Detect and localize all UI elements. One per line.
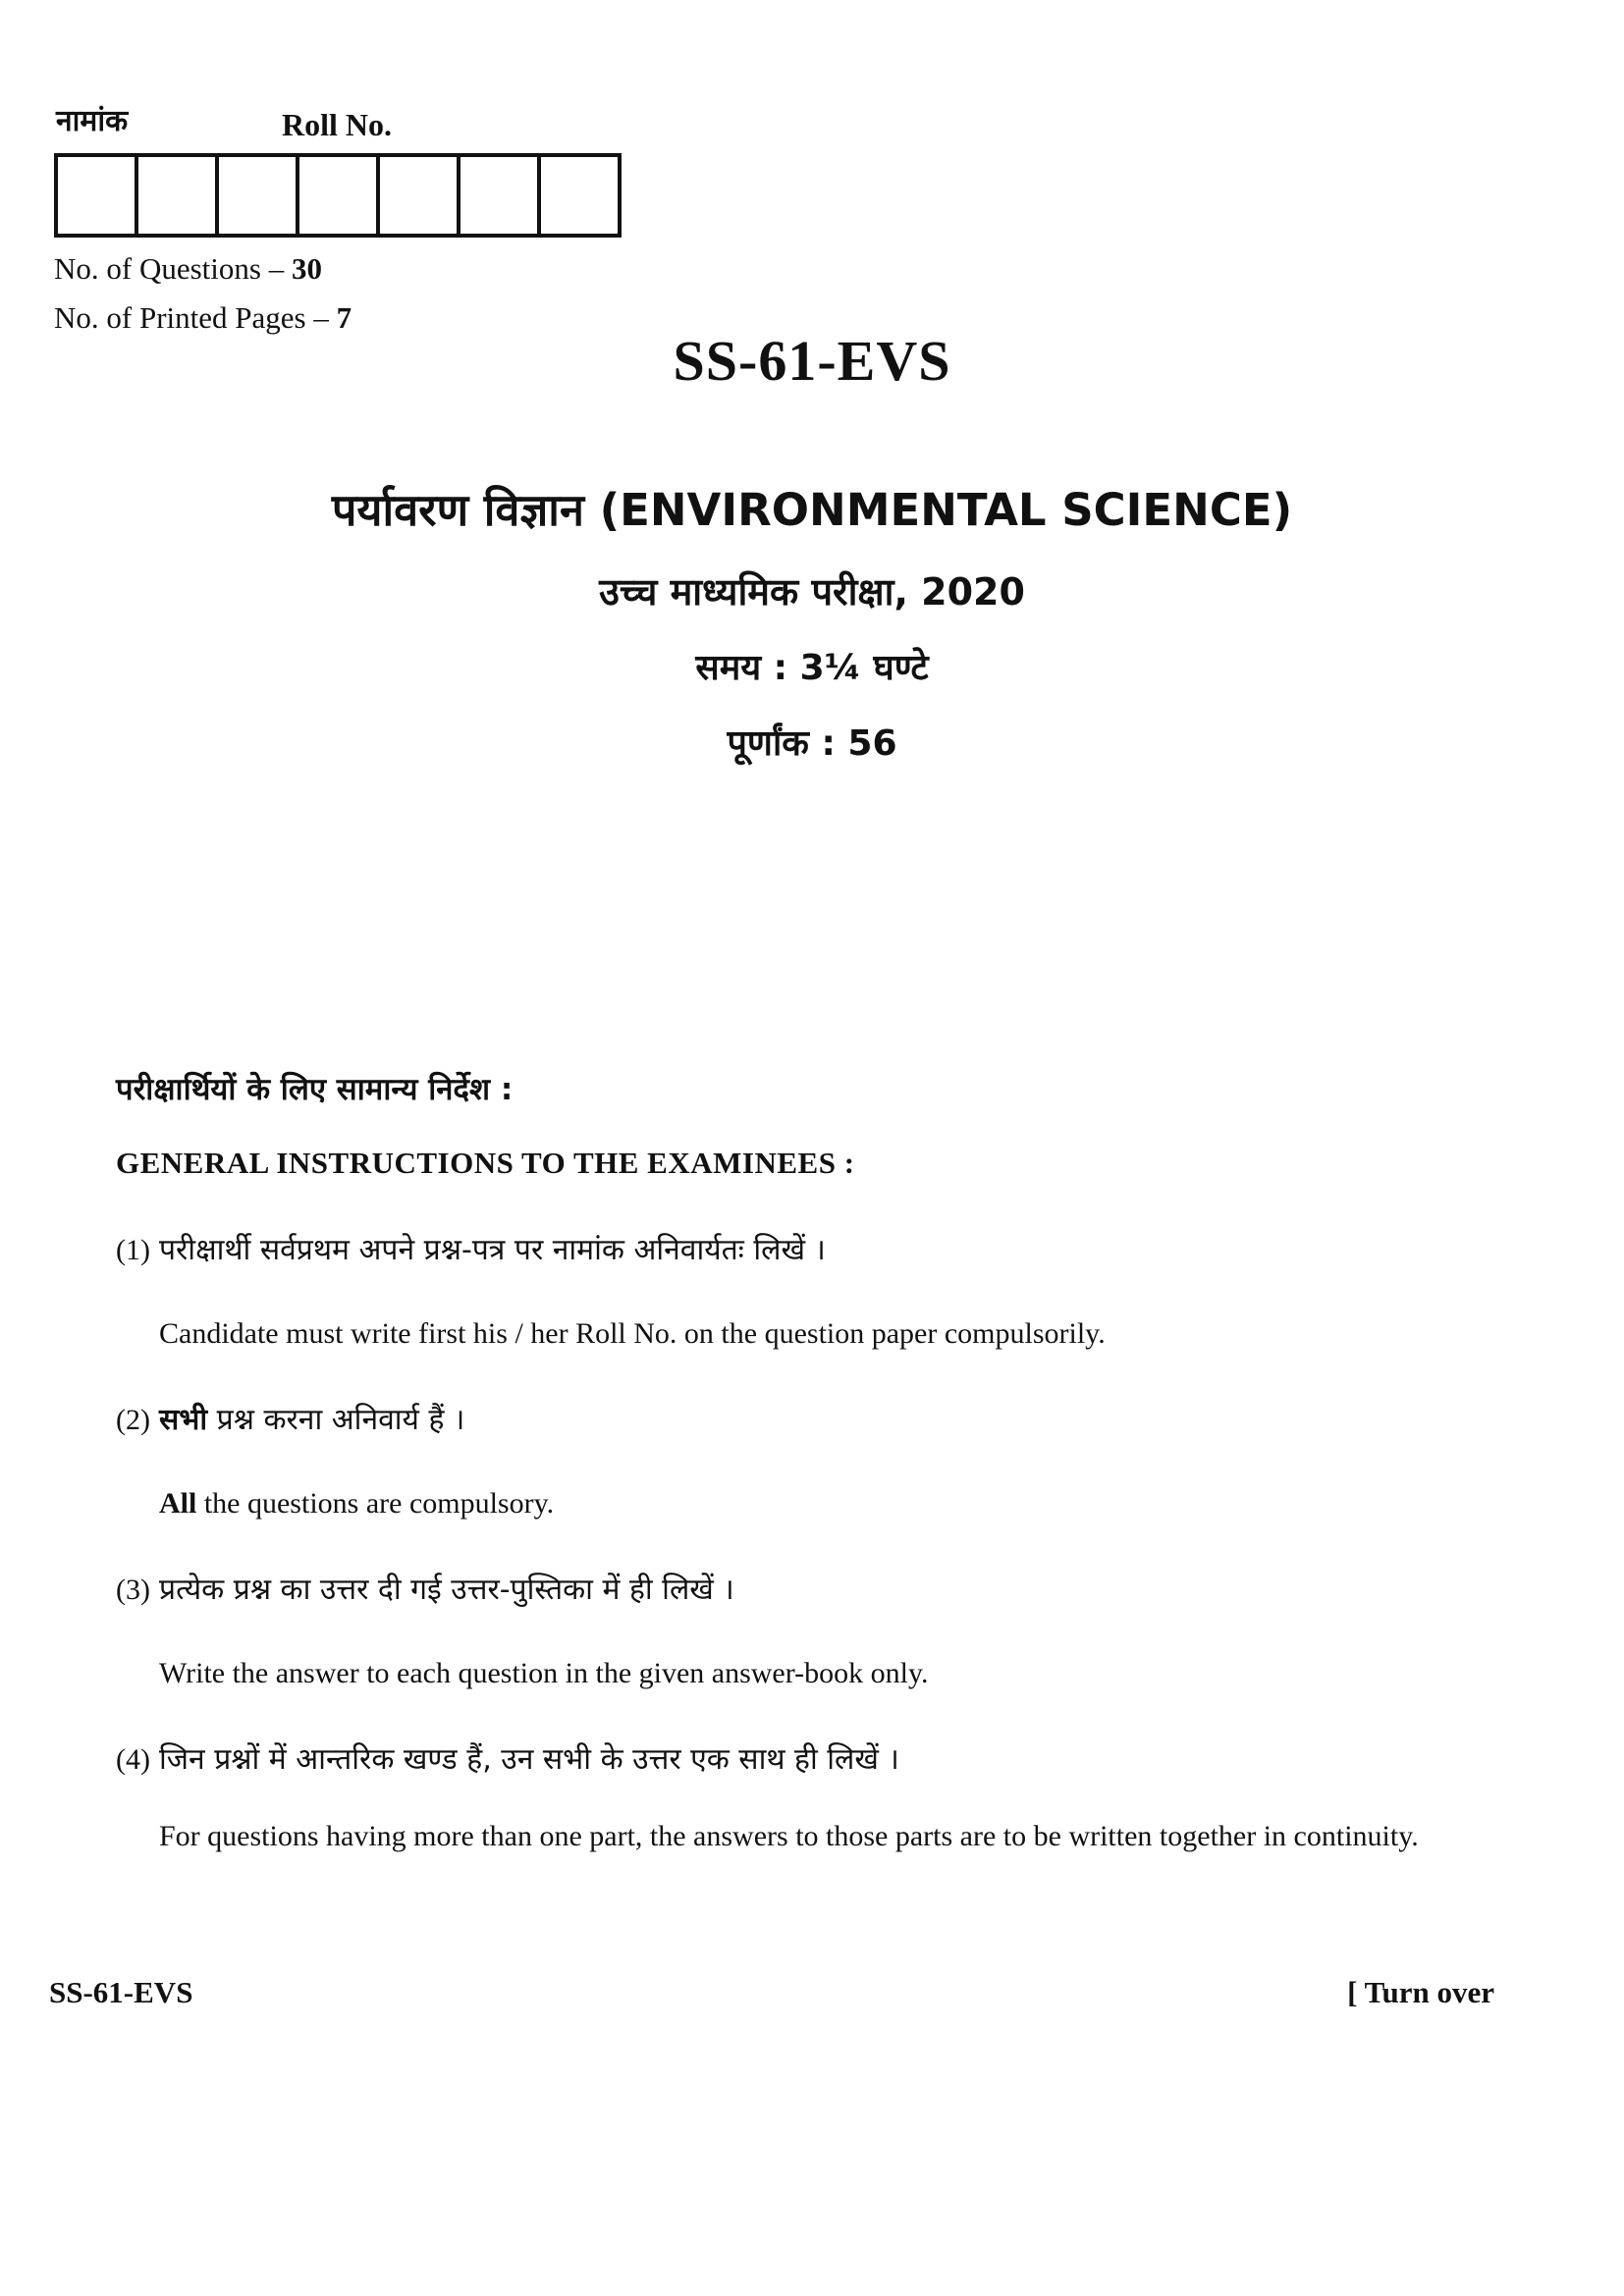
- footer-paper-code: SS-61-EVS: [49, 1975, 193, 2009]
- max-marks: पूर्णांक : 56: [727, 723, 897, 765]
- roll-no-box[interactable]: [58, 157, 138, 234]
- instructions-heading-hindi: परीक्षार्थियों के लिए सामान्य निर्देश :: [116, 1072, 514, 1107]
- subject-title: पर्यावरण विज्ञान (ENVIRONMENTAL SCIENCE): [331, 484, 1293, 536]
- instruction-body: [159, 1399, 1494, 1525]
- instruction-english-rest: the questions are compulsory.: [196, 1487, 555, 1521]
- roll-header: [54, 104, 628, 336]
- instruction-text-english: [159, 1482, 1494, 1525]
- instruction-hindi-bold: सभी: [159, 1402, 208, 1437]
- printed-pages-value: 7: [336, 300, 352, 336]
- instruction-text-hindi: परीक्षार्थी सर्वप्रथम अपने प्रश्न-पत्र पर नामांक अनिवार्यतः लिखें ।: [159, 1232, 826, 1267]
- exam-title: उच्च माध्यमिक परीक्षा, 2020: [599, 570, 1025, 614]
- instruction-english-bold: All: [159, 1487, 197, 1521]
- instruction-text-english: Candidate must write first his / her Roll No. on the question paper compulsorily.: [159, 1317, 1106, 1351]
- printed-pages-label: No. of Printed Pages –: [54, 300, 337, 336]
- instruction-number: (4): [116, 1742, 150, 1776]
- instruction-hindi-rest: प्रश्न करना अनिवार्य हैं ।: [207, 1402, 465, 1437]
- instruction-number: (1): [116, 1233, 150, 1266]
- instruction-text-english: For questions having more than one part, the answers to those parts are to be written together in continuity.: [159, 1820, 1419, 1853]
- instruction-number: (2): [116, 1403, 150, 1436]
- instruction-item-1: [116, 1229, 1494, 1356]
- instructions-heading-english: GENERAL INSTRUCTIONS TO THE EXAMINEES :: [116, 1145, 855, 1180]
- instruction-text-english: Write the answer to each question in the given answer-book only.: [159, 1657, 929, 1690]
- instruction-body: [159, 1738, 1494, 1867]
- instruction-text-hindi: [159, 1399, 1494, 1442]
- roll-no-box[interactable]: [299, 157, 380, 234]
- questions-count-value: 30: [291, 251, 322, 286]
- roll-no-box[interactable]: [138, 157, 219, 234]
- instruction-number: (3): [116, 1573, 150, 1606]
- roll-labels-row: [54, 104, 628, 149]
- page-footer: [49, 1975, 1494, 2010]
- namank-label: नामांक: [56, 104, 129, 138]
- paper-code-title: SS-61-EVS: [673, 329, 951, 393]
- turn-over-label: [ Turn over: [1347, 1975, 1494, 2009]
- subject-block: [0, 483, 1624, 766]
- instruction-text-hindi: जिन प्रश्नों में आन्तरिक खण्ड हैं, उन सभी के उत्तर एक साथ ही लिखें ।: [159, 1741, 899, 1777]
- questions-count-line: [54, 250, 628, 287]
- roll-no-box[interactable]: [380, 157, 460, 234]
- roll-boxes: [54, 153, 622, 238]
- roll-no-box[interactable]: [460, 157, 541, 234]
- questions-count-label: No. of Questions –: [54, 251, 292, 286]
- instructions-section: [116, 1068, 1494, 1867]
- instruction-text-hindi: प्रत्येक प्रश्न का उत्तर दी गई उत्तर-पुस्तिका में ही लिखें ।: [159, 1572, 734, 1607]
- instruction-item-3: [116, 1569, 1494, 1695]
- roll-no-box[interactable]: [541, 157, 618, 234]
- instruction-item-2: [116, 1399, 1494, 1525]
- instruction-body: [159, 1229, 1494, 1356]
- instruction-body: [159, 1569, 1494, 1695]
- instruction-item-4: [116, 1738, 1494, 1867]
- time-allowed: समय : 3¼ घण्टे: [695, 648, 929, 689]
- roll-no-label: Roll No.: [282, 107, 392, 142]
- roll-no-box[interactable]: [219, 157, 299, 234]
